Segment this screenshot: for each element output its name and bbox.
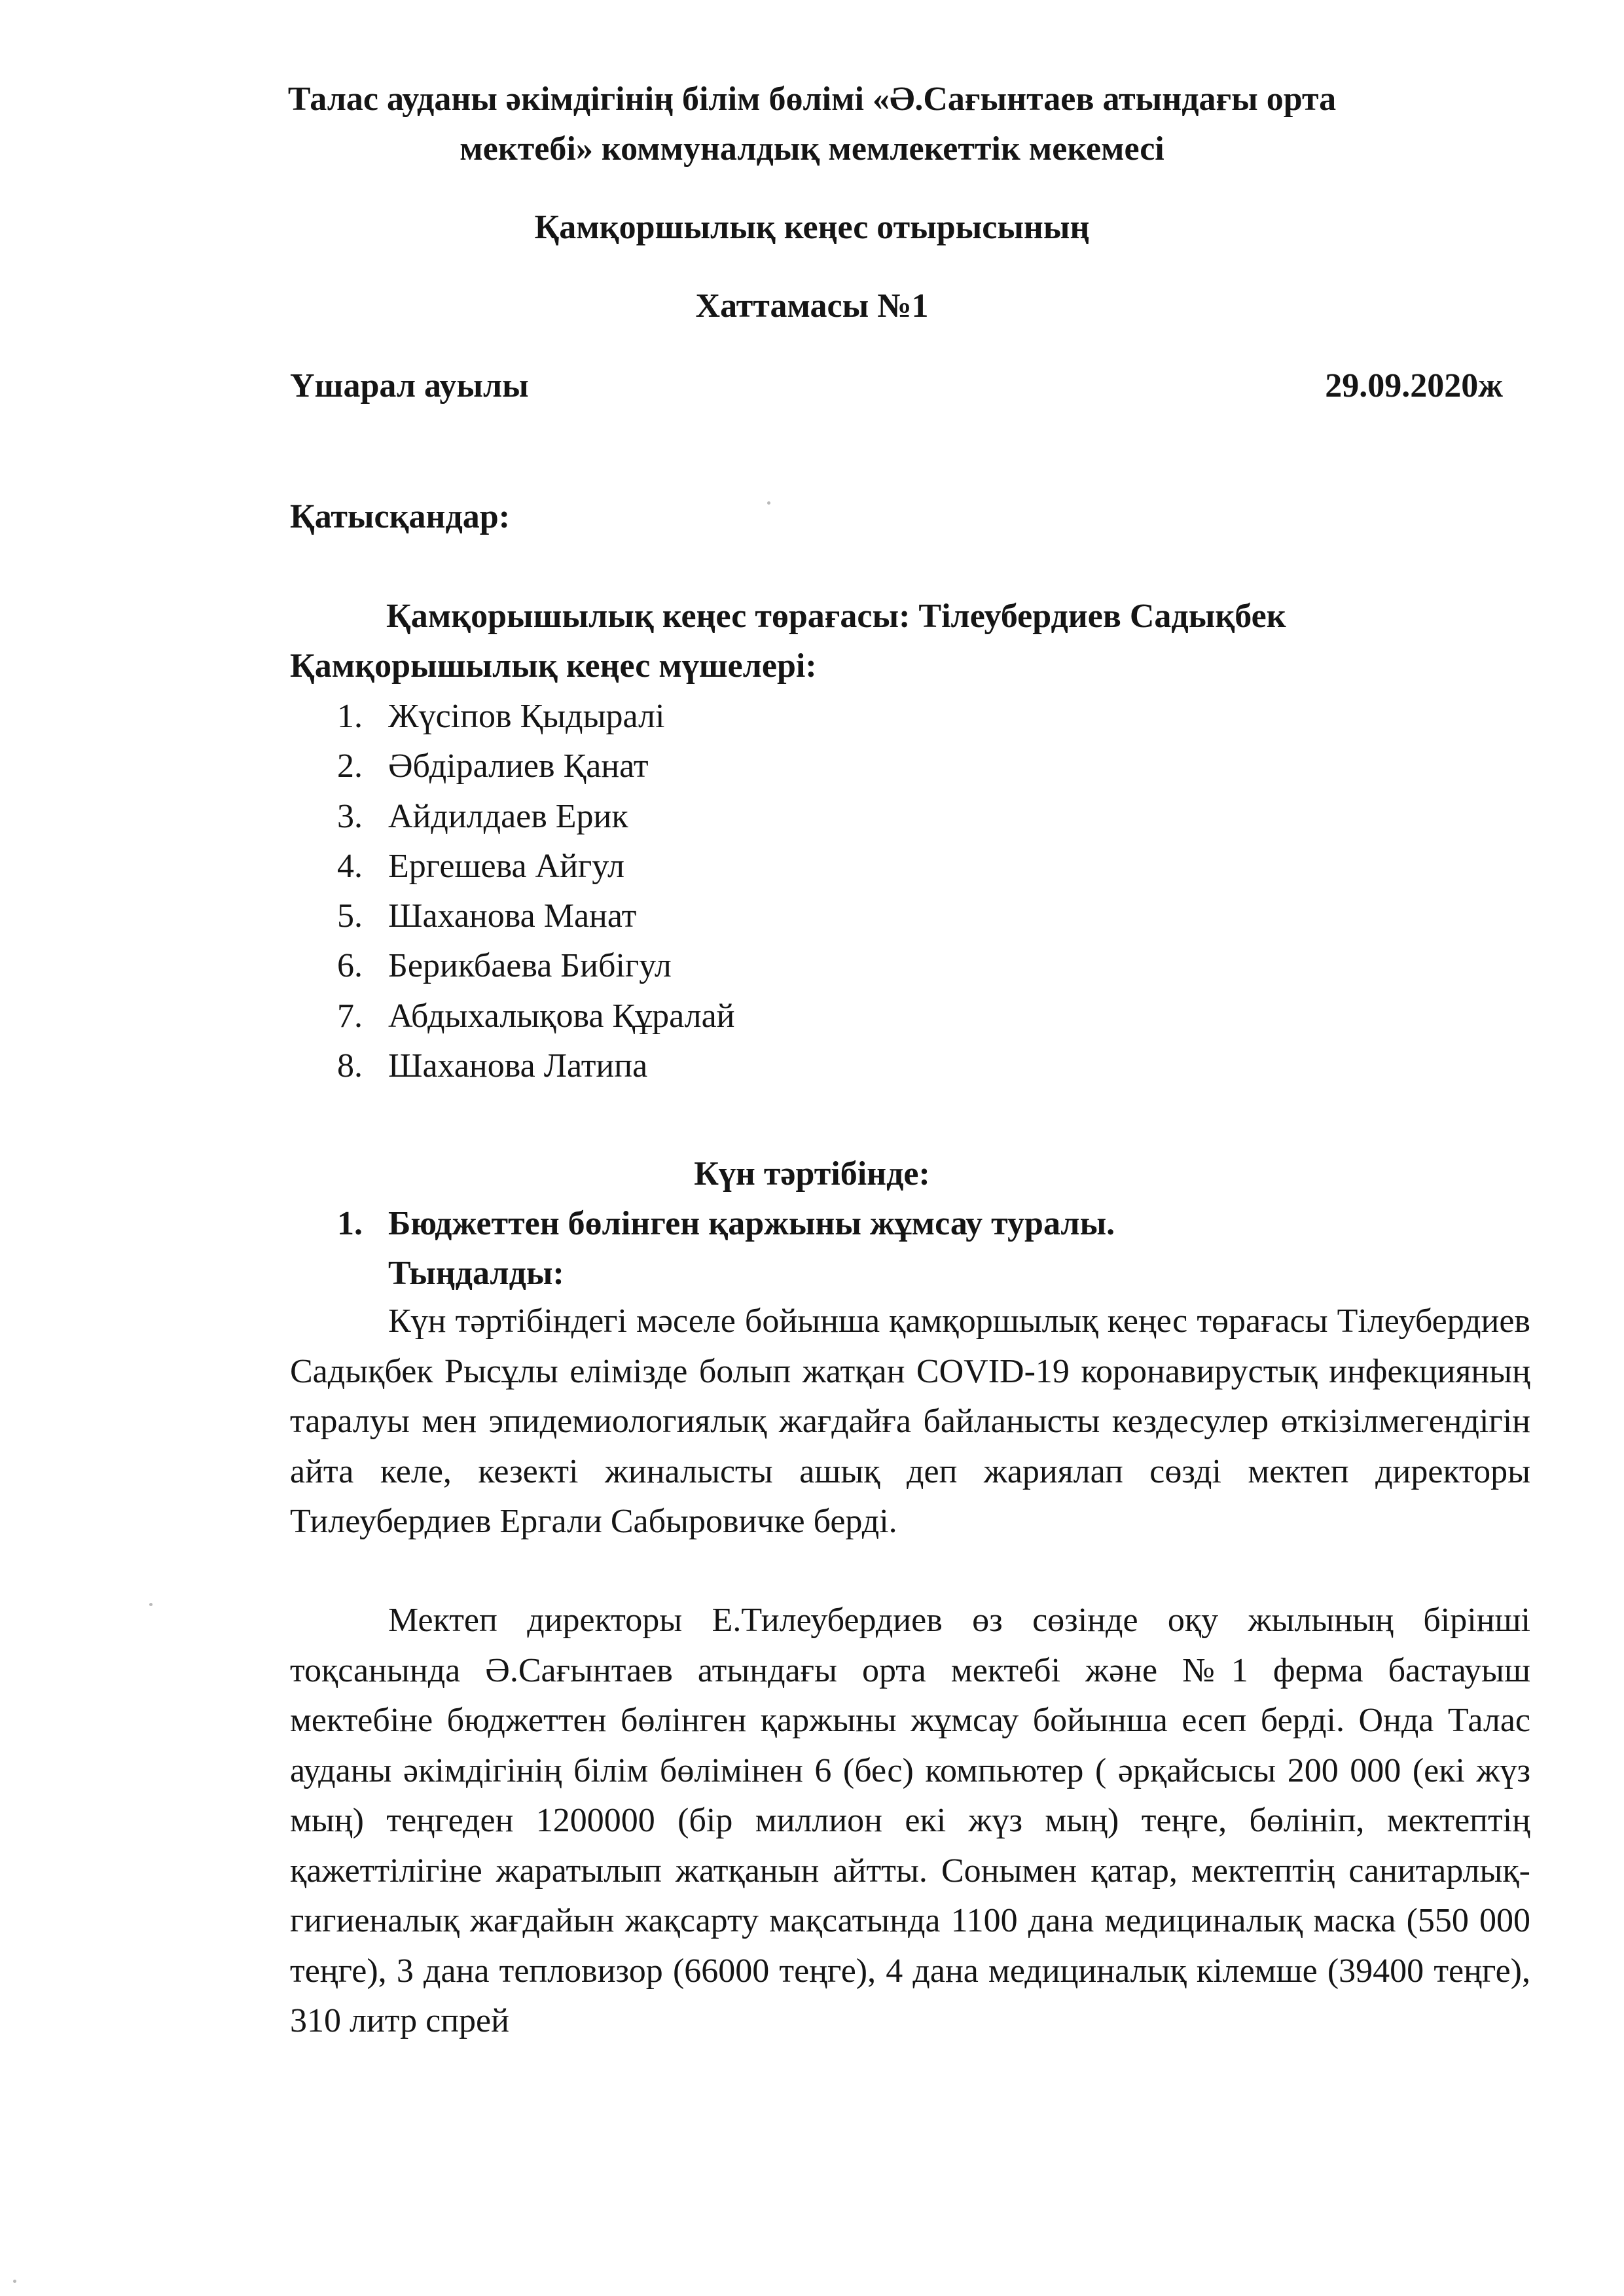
member-list-item — [337, 945, 672, 987]
agenda-item-number: 1. — [337, 1205, 363, 1242]
scan-speck — [149, 1603, 153, 1606]
agenda-item-text: Бюджеттен бөлінген қаржыны жұмсау туралы. — [388, 1205, 1115, 1242]
member-name: Берикбаева Бибігул — [388, 947, 672, 984]
agenda-heading: Күн тәртібінде: — [694, 1155, 930, 1193]
member-list-item — [337, 745, 649, 787]
member-number: 3. — [337, 798, 363, 835]
member-list-item — [337, 696, 664, 738]
place-label: Үшарал ауылы — [290, 367, 529, 404]
member-number: 5. — [337, 897, 363, 935]
body-paragraph-2: Мектеп директоры Е.Тилеубердиев өз сөзінде оқу жылының бірінші тоқсанында Ә.Сағынтаев атындағы орта мектебі және №1 ферма бастауыш мектебіне бюджеттен бөлінген қаржыны жұмсау бойынша есеп берді. Онда Талас ауданы әкімдігінің білім бөлімінен 6 (бес) компьютер ( әрқайсысы 200 000 (екі жүз мың) теңгеден 1200000 (бір миллион екі жүз мың) теңге, бөлініп, мектептің қажеттілігіне жаратылып жатқанын айтты. Сонымен қатар, мектептің санитарлық-гигиеналық жағдайын жақсарту мақсатында 1100 дана медициналық маска (550 000 теңге), 3 дана тепловизор (66000 теңге), 4 дана медициналық кілемше (39400 теңге), 310 литр спрей — [290, 1602, 1530, 2039]
members-heading: Қамқорышылық кеңес мүшелері: — [290, 647, 817, 685]
member-number: 7. — [337, 997, 363, 1035]
member-number: 4. — [337, 848, 363, 885]
chairperson-line: Қамқорышылық кеңес төрағасы: Тілеубердиев Садықбек — [386, 598, 1286, 635]
member-name: Ергешева Айгул — [388, 848, 624, 885]
body-paragraph-1: Күн тәртібіндегі мәселе бойынша қамқоршылық кеңес төрағасы Тілеубердиев Садықбек Рысұлы елімізде болып жатқан COVID-19 коронавирустық инфекцияның таралуы мен эпидемиологиялық жағдайға байланысты кездесулер өткізілмегендігін айта келе, кезекті жиналысты ашық деп жариялап сөзді мектеп директоры Тилеубердиев Ергали Сабыровичке берді. — [290, 1302, 1530, 1540]
member-number: 1. — [337, 698, 363, 735]
listened-label: Тыңдалды: — [388, 1255, 564, 1292]
member-name: Шаханова Манат — [388, 897, 637, 935]
member-list-item — [337, 796, 628, 838]
attendance-heading: Қатысқандар: — [290, 498, 511, 535]
scan-speck — [767, 501, 770, 505]
member-number: 2. — [337, 747, 363, 785]
member-name: Айдилдаев Ерик — [388, 798, 628, 835]
member-name: Жүсіпов Қыдыралі — [388, 698, 665, 735]
member-list-item — [337, 846, 624, 888]
date-label: 29.09.2020ж — [1325, 367, 1503, 404]
member-list-item — [337, 895, 636, 937]
member-list-item — [337, 996, 735, 1037]
member-number: 6. — [337, 947, 363, 984]
member-number: 8. — [337, 1047, 363, 1085]
protocol-title: Хаттамасы №1 — [695, 287, 929, 325]
org-name-line-1: Талас ауданы әкімдігінің білім бөлімі «Ә.Сағынтаев атындағы орта — [287, 81, 1337, 118]
member-name: Әбдіралиев Қанат — [388, 747, 649, 785]
agenda-item — [337, 1203, 1115, 1245]
member-name: Абдыхалықова Құралай — [388, 997, 735, 1035]
member-list-item — [337, 1045, 647, 1087]
scan-speck — [13, 2280, 16, 2283]
meeting-title: Қамқоршылық кеңес отырысының — [534, 209, 1090, 246]
org-name-line-2: мектебі» коммуналдық мемлекеттік мекемесі — [460, 130, 1164, 168]
member-name: Шаханова Латипа — [388, 1047, 648, 1085]
